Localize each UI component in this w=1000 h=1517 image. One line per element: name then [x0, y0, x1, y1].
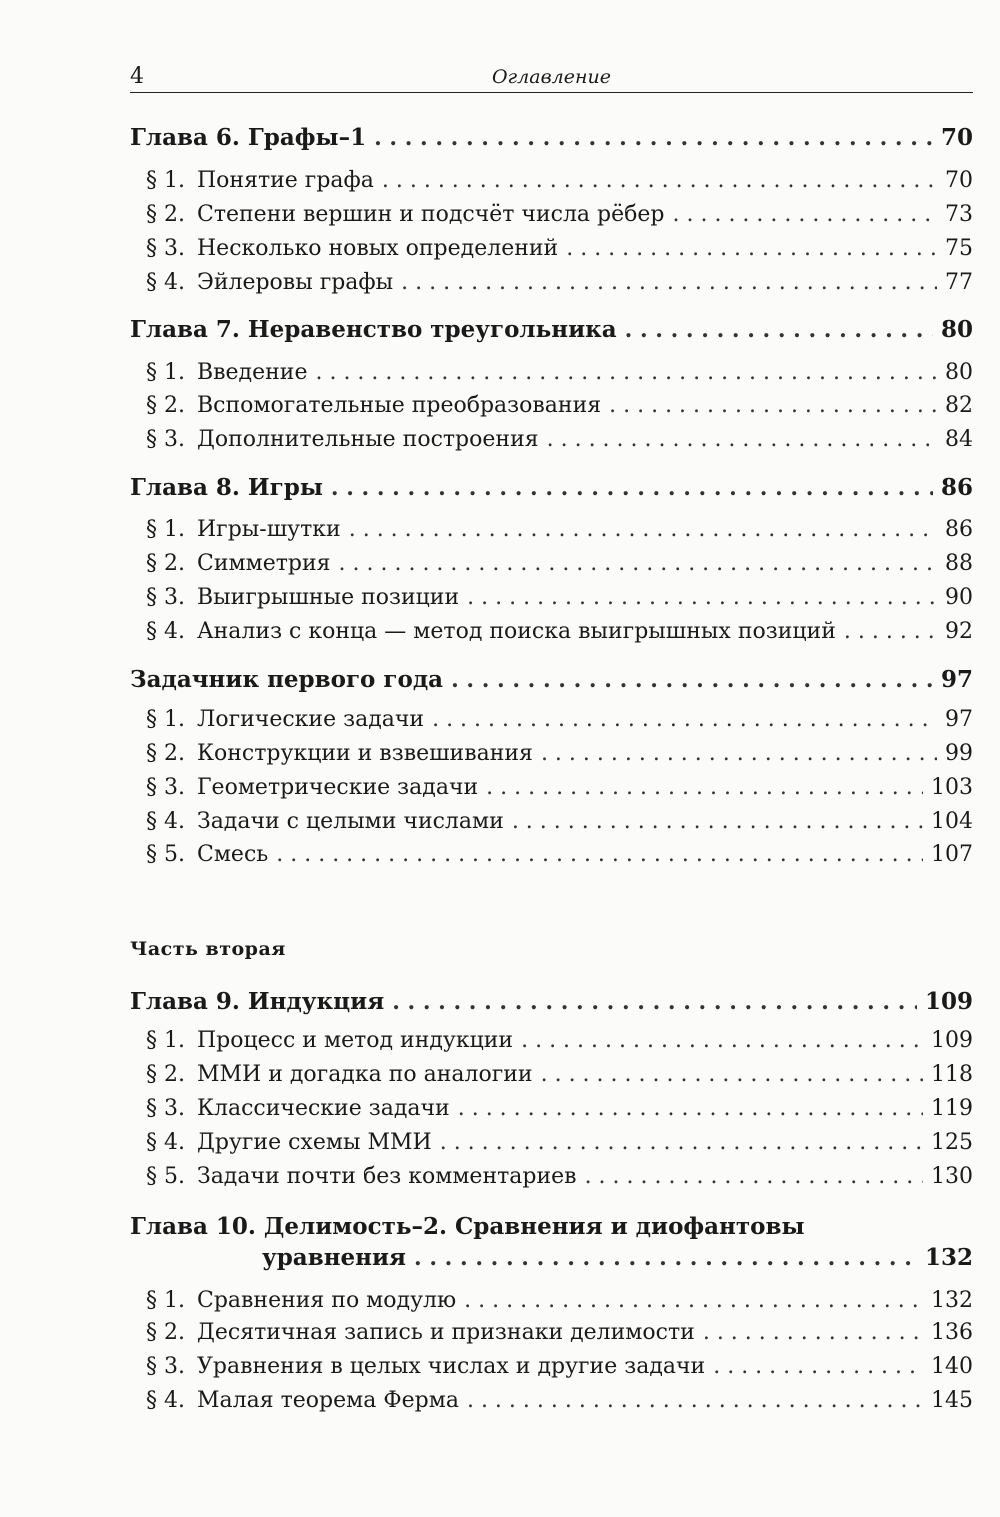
- section-page: 107: [931, 842, 973, 867]
- leader-dots: [276, 842, 923, 867]
- section-page: 104: [931, 809, 973, 834]
- toc-problem-book[interactable]: [130, 666, 973, 702]
- section-page: 82: [945, 393, 973, 418]
- section-title: Уравнения в целых числах и другие задачи: [196, 1354, 706, 1379]
- leader-dots: [374, 125, 933, 151]
- section-number: § 5.: [146, 842, 185, 867]
- section-title: Симметрия: [196, 551, 331, 576]
- leader-dots: [392, 989, 917, 1015]
- leader-dots: [486, 775, 923, 800]
- leader-dots: [566, 236, 937, 261]
- leader-dots: [349, 517, 937, 542]
- section-number: § 1.: [146, 168, 185, 193]
- section-title: Анализ с конца — метод поиска выигрышных позиций: [196, 619, 836, 644]
- section-number: § 3.: [146, 427, 185, 452]
- leader-dots: [547, 427, 937, 452]
- section-number: § 4.: [146, 809, 185, 834]
- section-page: 70: [945, 168, 973, 193]
- section-title: Процесс и метод индукции: [196, 1028, 514, 1053]
- toc-section[interactable]: [146, 741, 973, 777]
- leader-dots: [464, 1288, 923, 1313]
- leader-dots: [713, 1354, 923, 1379]
- section-title: Классические задачи: [196, 1096, 450, 1121]
- chapter-page: 86: [940, 474, 973, 501]
- section-title: Логические задачи: [196, 707, 425, 732]
- toc-section[interactable]: [146, 1354, 973, 1390]
- section-number: § 4.: [146, 270, 185, 295]
- section-number: § 4.: [146, 1130, 185, 1155]
- section-page: 118: [931, 1062, 973, 1087]
- toc-section[interactable]: [146, 360, 973, 396]
- leader-dots: [609, 393, 937, 418]
- leader-dots: [451, 667, 933, 693]
- chapter-page: 109: [924, 988, 973, 1015]
- leader-dots: [467, 585, 937, 610]
- leader-dots: [541, 741, 937, 766]
- toc-section[interactable]: [146, 1288, 973, 1324]
- toc-section[interactable]: [146, 707, 973, 743]
- chapter-title-line-2: уравнения: [262, 1244, 407, 1271]
- toc-section[interactable]: [146, 270, 973, 306]
- section-number: § 2.: [146, 202, 185, 227]
- toc-section[interactable]: [146, 1130, 973, 1166]
- section-page: 132: [931, 1288, 973, 1313]
- toc-chapter-8[interactable]: [130, 474, 973, 510]
- toc-section[interactable]: [146, 809, 973, 845]
- section-page: 90: [945, 585, 973, 610]
- section-page: 125: [931, 1130, 973, 1155]
- leader-dots: [512, 809, 923, 834]
- leader-dots: [315, 360, 937, 385]
- chapter-page: 70: [940, 124, 973, 151]
- toc-section[interactable]: [146, 775, 973, 811]
- leader-dots: [585, 1164, 923, 1189]
- section-page: 136: [931, 1320, 973, 1345]
- toc-section[interactable]: [146, 551, 973, 587]
- section-page: 119: [931, 1096, 973, 1121]
- leader-dots: [703, 1320, 923, 1345]
- toc-section[interactable]: [146, 1164, 973, 1200]
- section-title: Дополнительные построения: [196, 427, 539, 452]
- toc-section[interactable]: [146, 202, 973, 238]
- section-number: § 2.: [146, 551, 185, 576]
- running-title: Оглавление: [491, 66, 611, 88]
- running-head: [130, 62, 973, 93]
- chapter-page: 80: [940, 316, 973, 343]
- chapter-page: 97: [940, 666, 973, 693]
- section-number: § 2.: [146, 393, 185, 418]
- section-title: Десятичная запись и признаки делимости: [196, 1320, 695, 1345]
- leader-dots: [331, 475, 933, 501]
- section-title: Понятие графа: [196, 168, 374, 193]
- toc-section[interactable]: [146, 842, 973, 878]
- toc-section[interactable]: [146, 1028, 973, 1064]
- toc-section[interactable]: [146, 168, 973, 204]
- section-number: § 5.: [146, 1164, 185, 1189]
- section-number: § 3.: [146, 585, 185, 610]
- toc-section[interactable]: [146, 427, 973, 463]
- section-title: Задачи почти без комментариев: [196, 1164, 577, 1189]
- leader-dots: [414, 1245, 917, 1271]
- section-number: § 1.: [146, 1288, 185, 1313]
- page-number: 4: [130, 64, 144, 89]
- section-title: Другие схемы ММИ: [196, 1130, 432, 1155]
- section-title: Сравнения по модулю: [196, 1288, 457, 1313]
- section-page: 75: [945, 236, 973, 261]
- leader-dots: [673, 202, 938, 227]
- section-page: 140: [931, 1354, 973, 1379]
- leader-dots: [432, 707, 937, 732]
- chapter-title: Глава 8. Игры: [130, 474, 323, 501]
- section-title: Степени вершин и подсчёт числа рёбер: [196, 202, 665, 227]
- section-title: Смесь: [196, 842, 269, 867]
- section-number: § 2.: [146, 1062, 185, 1087]
- section-title: Вспомогательные преобразования: [196, 393, 602, 418]
- toc-chapter-7[interactable]: [130, 316, 973, 352]
- section-page: 73: [945, 202, 973, 227]
- section-page: 77: [945, 270, 973, 295]
- section-page: 130: [931, 1164, 973, 1189]
- toc-section[interactable]: [146, 1320, 973, 1356]
- leader-dots: [440, 1130, 923, 1155]
- section-page: 97: [945, 707, 973, 732]
- toc-section[interactable]: [146, 1062, 973, 1098]
- toc-chapter-10[interactable]: [262, 1244, 973, 1280]
- toc-chapter-9[interactable]: [130, 988, 973, 1024]
- section-title: ММИ и догадка по аналогии: [196, 1062, 533, 1087]
- section-page: 88: [945, 551, 973, 576]
- section-title: Эйлеровы графы: [196, 270, 394, 295]
- leader-dots: [339, 551, 937, 576]
- section-number: § 3.: [146, 1354, 185, 1379]
- leader-dots: [844, 619, 937, 644]
- section-number: § 4.: [146, 1388, 185, 1413]
- leader-dots: [521, 1028, 923, 1053]
- section-page: 86: [945, 517, 973, 542]
- section-page: 145: [931, 1388, 973, 1413]
- toc-section[interactable]: [146, 517, 973, 553]
- section-page: 109: [931, 1028, 973, 1053]
- leader-dots: [458, 1096, 923, 1121]
- toc-section[interactable]: [146, 1388, 973, 1424]
- section-number: § 3.: [146, 775, 185, 800]
- section-page: 99: [945, 741, 973, 766]
- section-number: § 4.: [146, 619, 185, 644]
- toc-section[interactable]: [146, 1096, 973, 1132]
- leader-dots: [467, 1388, 923, 1413]
- section-number: § 2.: [146, 1320, 185, 1345]
- section-number: § 1.: [146, 707, 185, 732]
- leader-dots: [625, 317, 933, 343]
- chapter-title: Задачник первого года: [130, 666, 444, 693]
- chapter-title: Глава 7. Неравенство треугольника: [130, 316, 617, 343]
- section-title: Задачи с целыми числами: [196, 809, 504, 834]
- section-page: 84: [945, 427, 973, 452]
- chapter-10-title-line-1[interactable]: Глава 10. Делимость–2. Сравнения и диофантовы: [130, 1213, 805, 1240]
- section-title: Конструкции и взвешивания: [196, 741, 533, 766]
- chapter-title: Глава 6. Графы–1: [130, 124, 367, 151]
- chapter-page: 132: [924, 1244, 973, 1271]
- leader-dots: [382, 168, 937, 193]
- section-number: § 1.: [146, 517, 185, 542]
- section-title: Введение: [196, 360, 308, 385]
- section-number: § 1.: [146, 360, 185, 385]
- toc-section[interactable]: [146, 619, 973, 655]
- section-title: Геометрические задачи: [196, 775, 479, 800]
- section-number: § 2.: [146, 741, 185, 766]
- toc-chapter-6[interactable]: [130, 124, 973, 160]
- toc-section[interactable]: [146, 393, 973, 429]
- section-number: § 1.: [146, 1028, 185, 1053]
- section-page: 92: [945, 619, 973, 644]
- chapter-title: Глава 9. Индукция: [130, 988, 385, 1015]
- section-number: § 3.: [146, 236, 185, 261]
- section-page: 103: [931, 775, 973, 800]
- section-title: Игры-шутки: [196, 517, 341, 542]
- section-title: Выигрышные позиции: [196, 585, 460, 610]
- leader-dots: [401, 270, 937, 295]
- section-page: 80: [945, 360, 973, 385]
- section-number: § 3.: [146, 1096, 185, 1121]
- section-title: Малая теорема Ферма: [196, 1388, 459, 1413]
- toc-section[interactable]: [146, 585, 973, 621]
- leader-dots: [541, 1062, 923, 1087]
- toc-section[interactable]: [146, 236, 973, 272]
- section-title: Несколько новых определений: [196, 236, 559, 261]
- part-heading: Часть вторая: [130, 938, 286, 960]
